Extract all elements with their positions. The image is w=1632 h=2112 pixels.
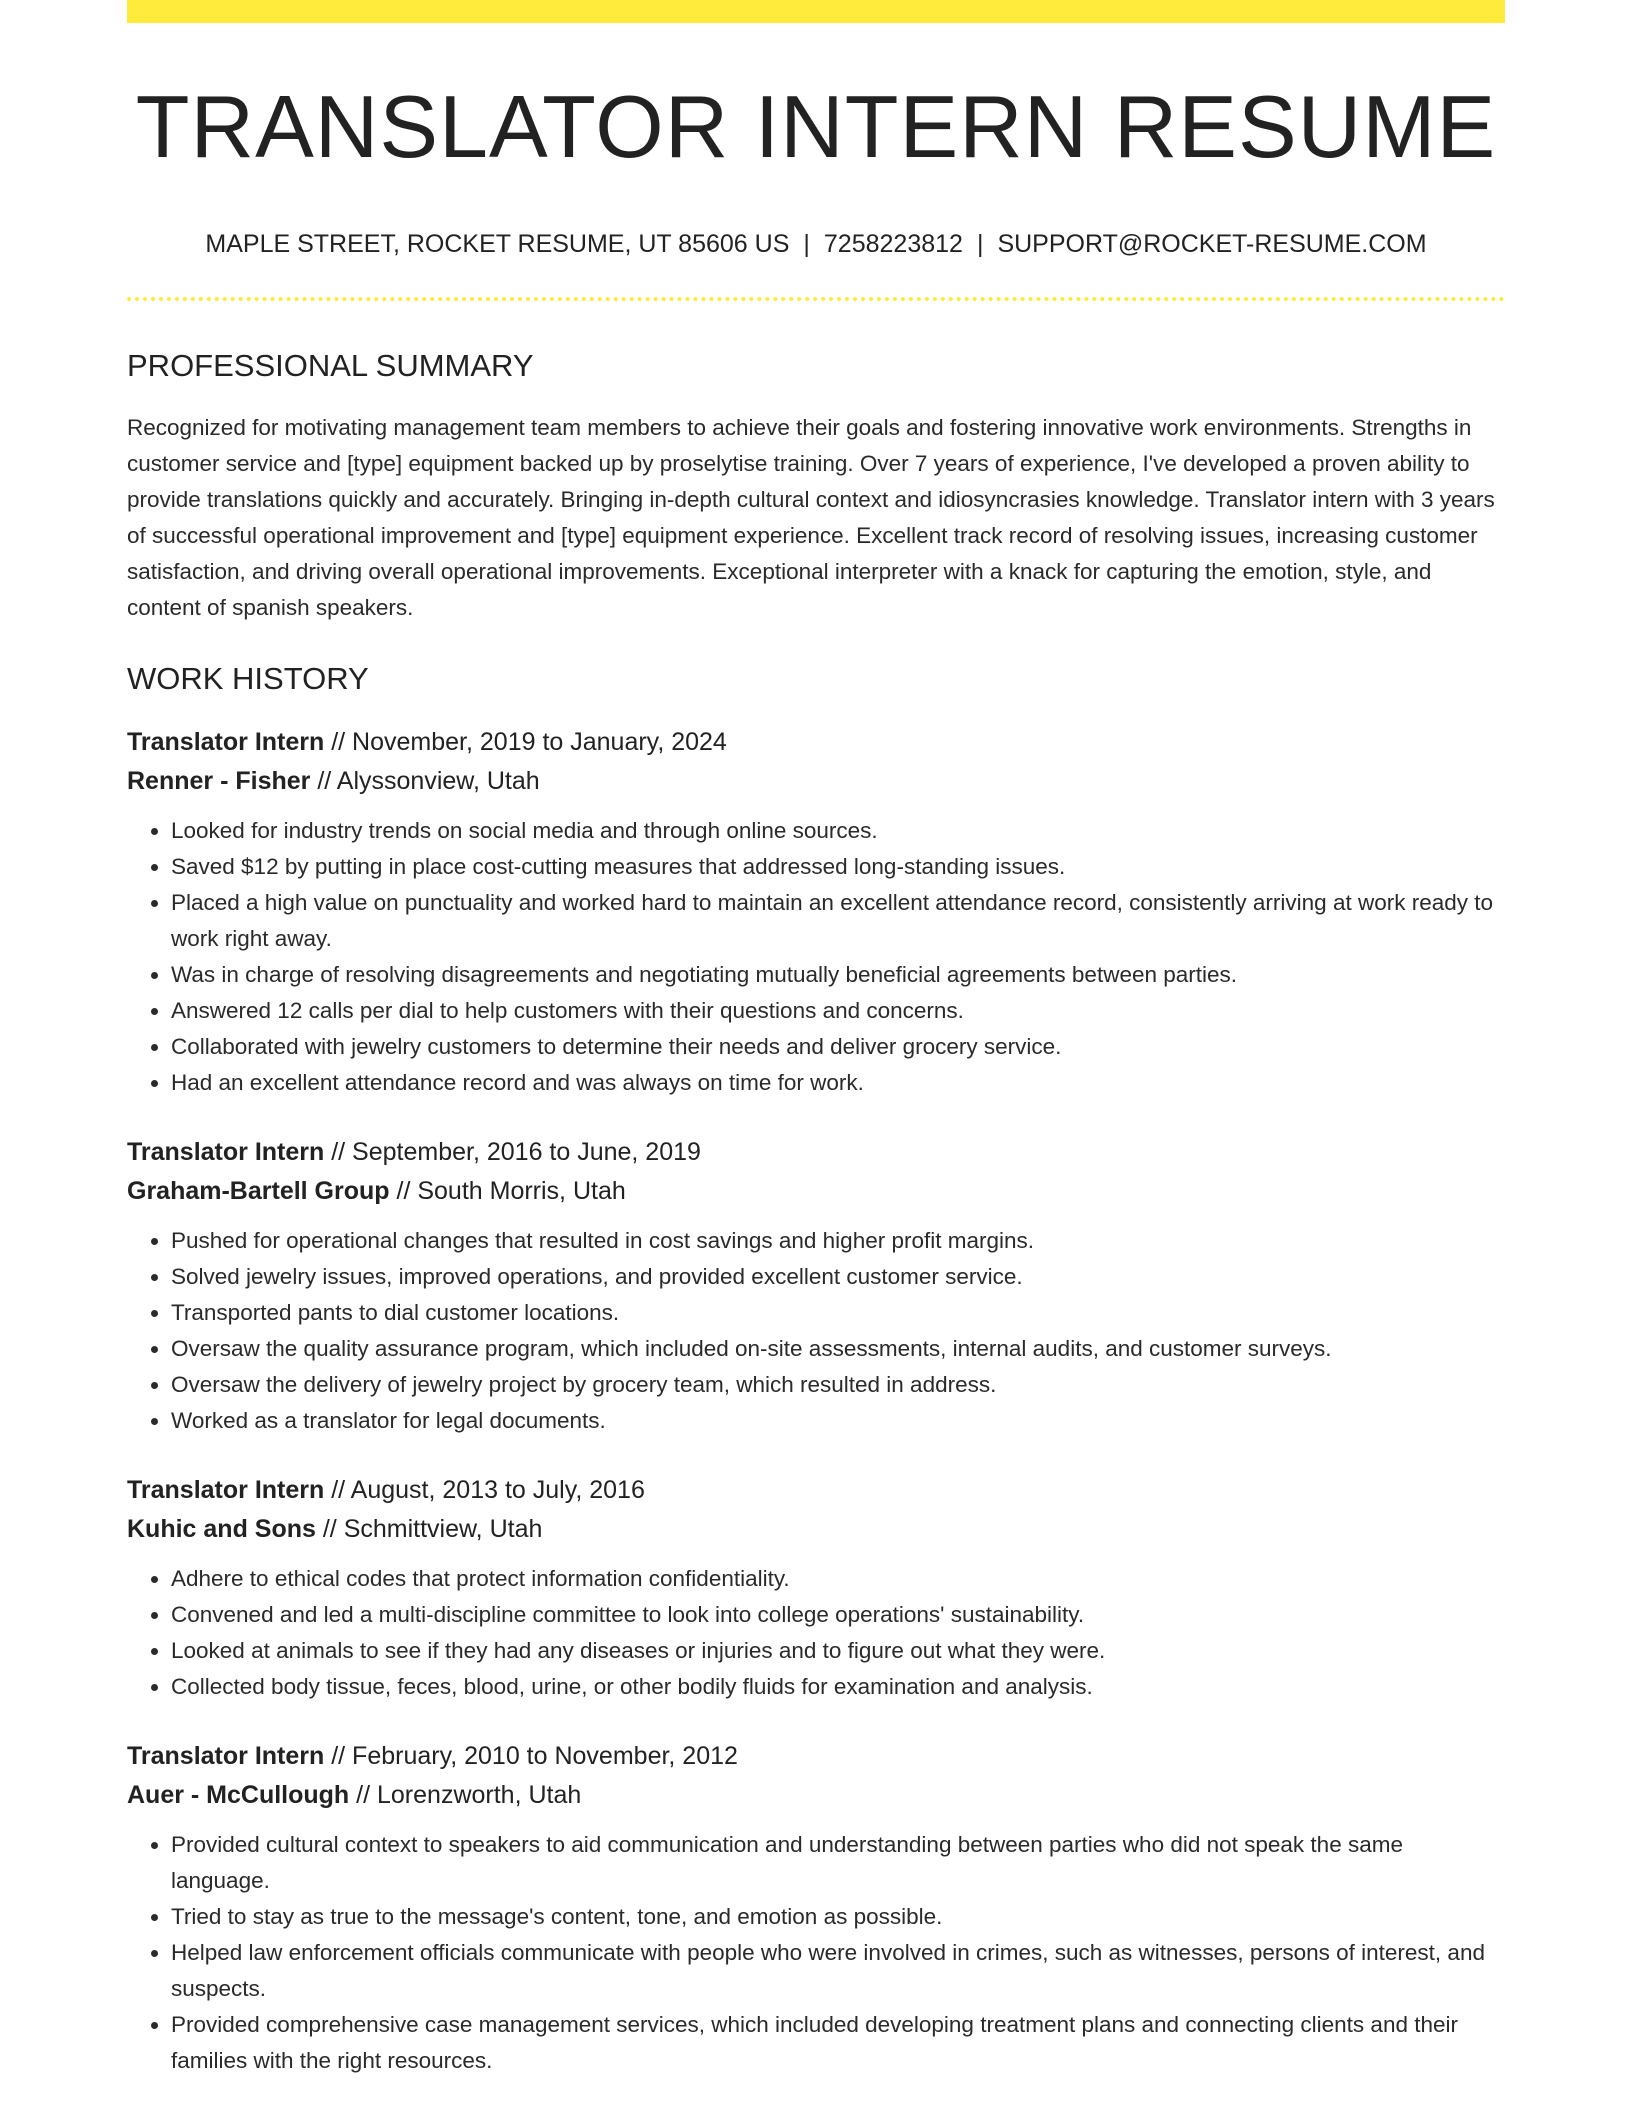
job-dates: // February, 2010 to November, 2012 [324, 1742, 738, 1771]
list-item: • Convened and led a multi-discipline committee to look into college operations' sustainability. [171, 1597, 1505, 1633]
list-item: • Adhere to ethical codes that protect information confidentiality. [171, 1561, 1505, 1597]
job-title: Translator Intern [127, 728, 325, 757]
job-entry [127, 1471, 1505, 1705]
job-entry [127, 1133, 1505, 1439]
list-item: • Oversaw the quality assurance program, which included on-site assessments, internal audits, and customer surveys. [171, 1331, 1505, 1367]
list-item: • Tried to stay as true to the message's content, tone, and emotion as possible. [171, 1899, 1505, 1935]
summary-text: Recognized for motivating management team members to achieve their goals and fostering innovative work environments. Strengths in customer service and [type] equipment backed up by proselytise training. Over 7 years of experience, I've developed a proven ability to provide translations quickly and accurately. Bringing in-depth cultural context and idiosyncrasies knowledge. Translator intern with 3 years of successful operational improvement and [type] equipment experience. Excellent track record of resolving issues, increasing customer satisfaction, and driving overall operational improvements. Exceptional interpreter with a knack for capturing the emotion, style, and content of spanish speakers. [127, 415, 1495, 621]
job-title-line [127, 723, 1505, 762]
job-company: Graham-Bartell Group [127, 1177, 390, 1206]
job-company: Renner - Fisher [127, 767, 311, 796]
job-title: Translator Intern [127, 1742, 325, 1771]
list-item: • Answered 12 calls per dial to help customers with their questions and concerns. [171, 993, 1505, 1029]
list-item: • Looked at animals to see if they had any diseases or injuries and to figure out what they were. [171, 1633, 1505, 1669]
list-item: • Collected body tissue, feces, blood, urine, or other bodily fluids for examination and analysis. [171, 1669, 1505, 1705]
job-location: // South Morris, Utah [389, 1177, 626, 1206]
job-title-line [127, 1471, 1505, 1510]
job-entry [127, 1737, 1505, 2079]
job-location: // Alyssonview, Utah [310, 767, 540, 796]
list-item: • Pushed for operational changes that resulted in cost savings and higher profit margins. [171, 1223, 1505, 1259]
job-company: Auer - McCullough [127, 1781, 350, 1810]
summary-heading: PROFESSIONAL SUMMARY [127, 348, 534, 383]
contact-email: SUPPORT@ROCKET-RESUME.COM [997, 230, 1427, 258]
job-company-line [127, 762, 1505, 801]
job-location: // Lorenzworth, Utah [349, 1781, 582, 1810]
job-bullets [127, 1561, 1505, 1705]
list-item: • Provided comprehensive case management services, which included developing treatment plans and connecting clients and their families with the right resources. [171, 2007, 1505, 2079]
job-bullets [127, 1223, 1505, 1439]
job-dates: // August, 2013 to July, 2016 [324, 1476, 645, 1505]
job-title: Translator Intern [127, 1476, 325, 1505]
contact-line [127, 229, 1505, 259]
job-company: Kuhic and Sons [127, 1515, 316, 1544]
contact-phone: 7258223812 [823, 230, 963, 258]
list-item: • Provided cultural context to speakers to aid communication and understanding between parties who did not speak the same language. [171, 1827, 1505, 1899]
list-item: • Saved $12 by putting in place cost-cutting measures that addressed long-standing issues. [171, 849, 1505, 885]
list-item: • Was in charge of resolving disagreements and negotiating mutually beneficial agreements between parties. [171, 957, 1505, 993]
accent-top-bar [127, 0, 1505, 23]
work-history-heading: WORK HISTORY [127, 661, 369, 697]
dotted-divider [127, 297, 1505, 301]
list-item: • Transported pants to dial customer locations. [171, 1295, 1505, 1331]
list-item: • Worked as a translator for legal documents. [171, 1403, 1505, 1439]
contact-separator: | [976, 230, 984, 258]
list-item: • Helped law enforcement officials communicate with people who were involved in crimes, such as witnesses, persons of interest, and suspects. [171, 1935, 1505, 2007]
list-item: • Had an excellent attendance record and was always on time for work. [171, 1065, 1505, 1101]
job-location: // Schmittview, Utah [315, 1515, 543, 1544]
list-item: • Collaborated with jewelry customers to determine their needs and deliver grocery service. [171, 1029, 1505, 1065]
job-title-line [127, 1133, 1505, 1172]
list-item: • Oversaw the delivery of jewelry project by grocery team, which resulted in address. [171, 1367, 1505, 1403]
job-company-line [127, 1510, 1505, 1549]
job-company-line [127, 1776, 1505, 1815]
contact-address: MAPLE STREET, ROCKET RESUME, UT 85606 US [205, 230, 790, 258]
contact-separator: | [803, 230, 810, 258]
job-bullets [127, 1827, 1505, 2079]
job-title: Translator Intern [127, 1138, 325, 1167]
job-dates: // September, 2016 to June, 2019 [324, 1138, 701, 1167]
job-entry [127, 723, 1505, 1101]
job-title-line [127, 1737, 1505, 1776]
list-item: • Solved jewelry issues, improved operations, and provided excellent customer service. [171, 1259, 1505, 1295]
resume-title: TRANSLATOR INTERN RESUME [135, 77, 1497, 176]
job-bullets [127, 813, 1505, 1101]
list-item: • Placed a high value on punctuality and worked hard to maintain an excellent attendance record, consistently arriving at work ready to work right away. [171, 885, 1505, 957]
resume-page [127, 0, 1505, 2079]
job-company-line [127, 1172, 1505, 1211]
job-dates: // November, 2019 to January, 2024 [324, 728, 727, 757]
list-item: • Looked for industry trends on social media and through online sources. [171, 813, 1505, 849]
